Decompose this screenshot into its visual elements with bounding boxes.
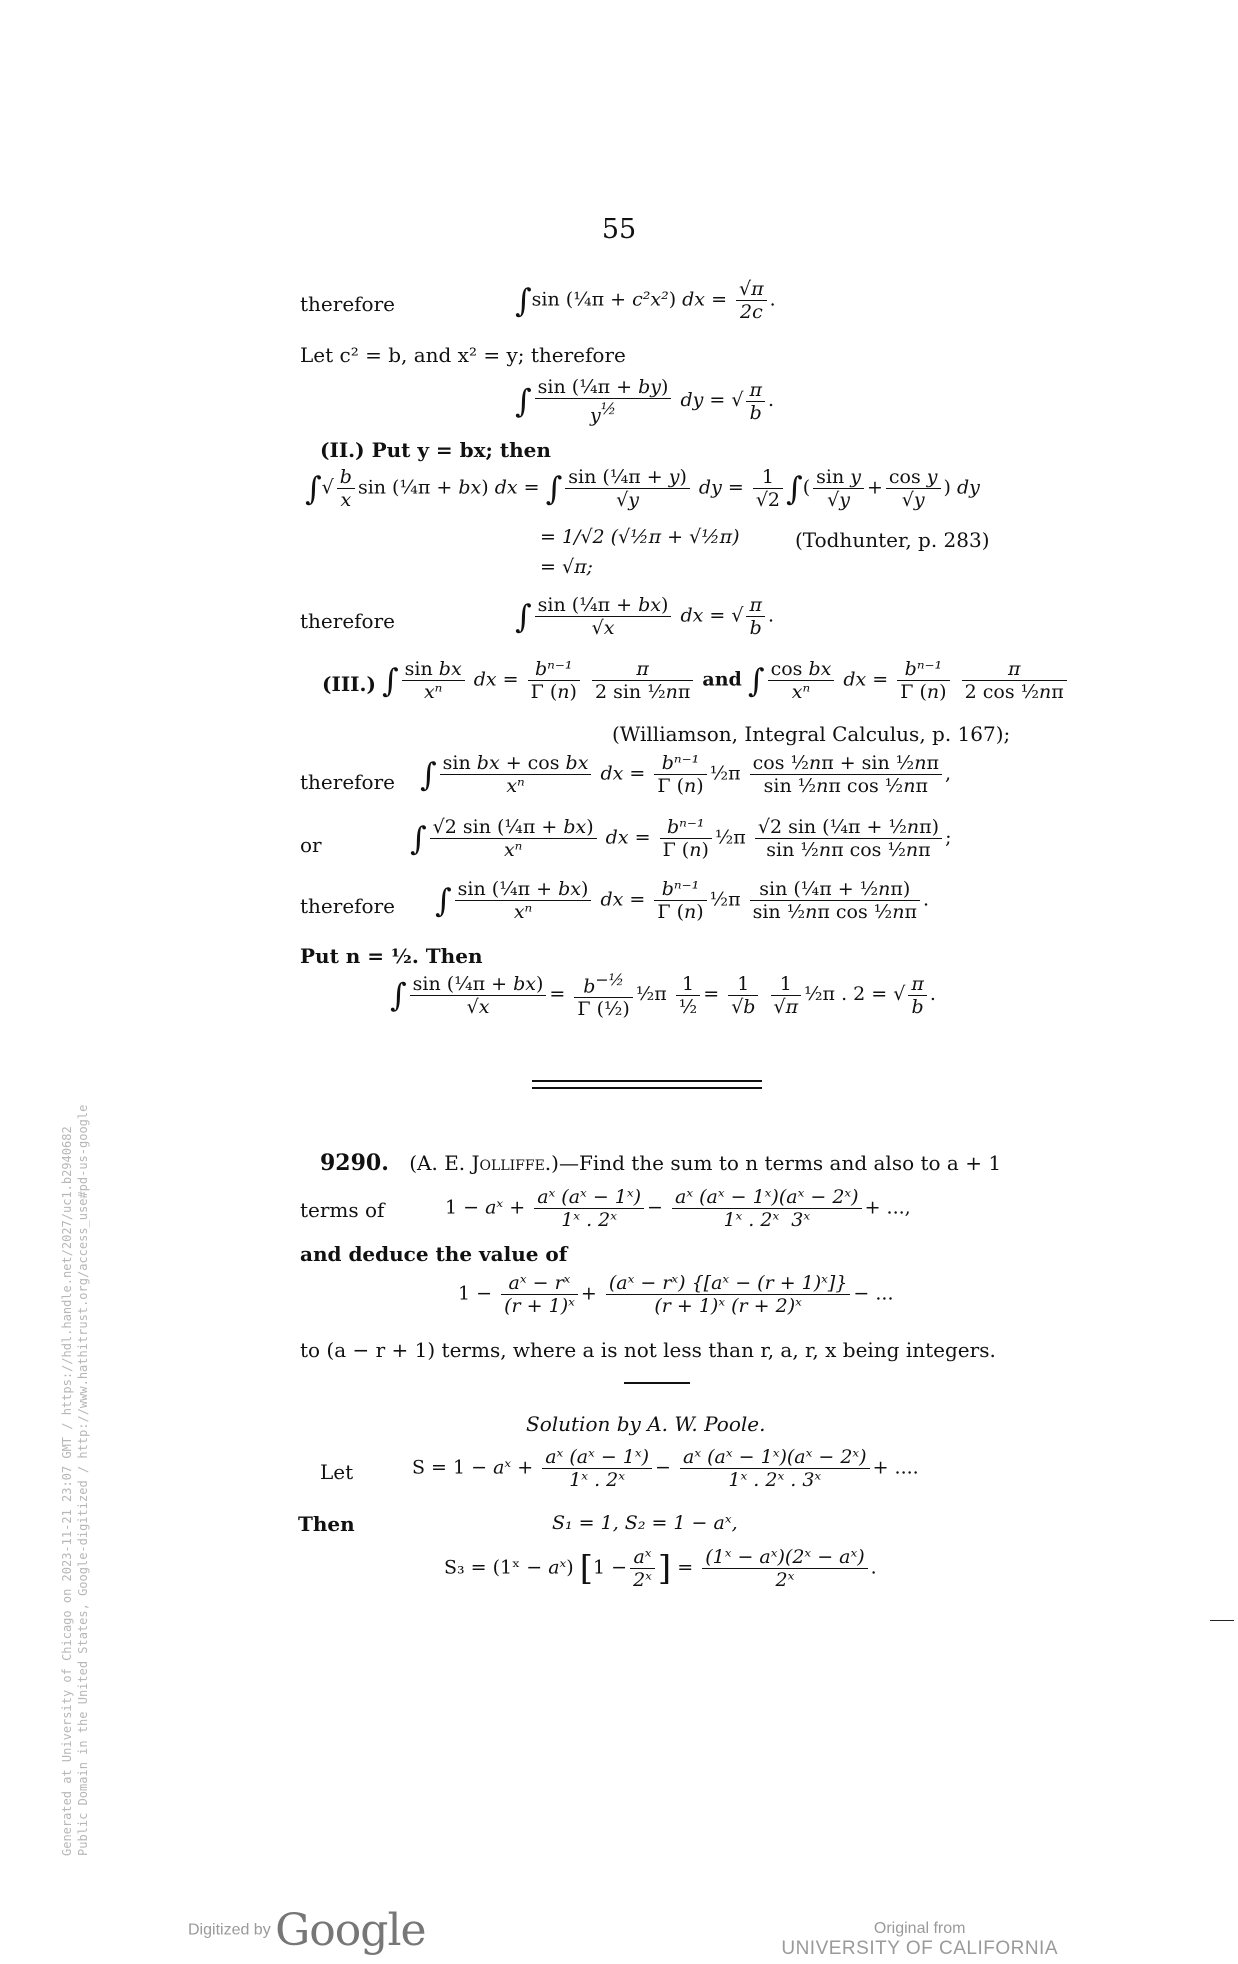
watermark <box>59 876 91 1856</box>
footer-original-from: Original from <box>873 1920 966 1937</box>
text-put-n: Put n = ½. Then <box>300 944 483 968</box>
equation-6: ∫ $\frac{\text{sin bx + cos bx}}{\text{xⁿ}}$ dx = $\frac{\text{bⁿ⁻¹}}{\Gamma (n)}$ ½π $\frac{\text{cos ½nπ + sin ½nπ}}{\text{sin ½nπ cos ½nπ}}$ , <box>420 752 951 797</box>
footer-digitized-by: Digitized by <box>188 1921 271 1939</box>
page-number: 55 <box>601 214 637 245</box>
text-therefore-4: therefore <box>300 894 395 918</box>
text-deduce: and deduce the value of <box>300 1242 568 1266</box>
google-logo: Google <box>275 1905 426 1956</box>
text-and: and <box>702 668 742 691</box>
footer-university: UNIVERSITY OF CALIFORNIA <box>781 1938 1058 1959</box>
equation-1: ∫sin (¼π + c²x²) dx = $\frac{√\pi}{2c}$ . <box>515 278 776 323</box>
problem-author: (A. E. Jolliffe.) <box>409 1151 559 1175</box>
footer-original <box>781 1920 1058 1960</box>
watermark-line-2: Public Domain in the United States, Google-digitized / http://www.hathitrust.org/access_use#pd-us-google <box>76 1104 90 1856</box>
equation-5: ∫ $\frac{\text{sin bx}}{\text{xⁿ}}$ dx = $\frac{\text{bⁿ⁻¹}}{\Gamma (n)}$ $\frac{\pi}{\text{2 sin ½nπ}}$ and ∫ $\frac{\text{cos bx}}{\text{xⁿ}}$ dx = $\frac{\text{bⁿ⁻¹}}{\Gamma (n)}$ $\frac{\pi}{\text{2 cos ½nπ}}$ <box>382 658 1070 703</box>
footer-digitized <box>188 1905 426 1956</box>
edge-mark <box>1210 1620 1234 1621</box>
text-therefore-1: therefore <box>300 292 395 316</box>
equation-3: ∫√ $\frac{b}{x}$ sin (¼π + bx) dx = ∫ $\frac{\text{sin (¼π + y)}}{√y}$ dy = $\frac{1}{√2}$ ∫( $\frac{\text{sin y}}{√y}$ + $\frac{\text{cos y}}{√y}$ ) dy <box>305 466 980 511</box>
text-or: or <box>300 833 322 857</box>
text-therefore-2: therefore <box>300 609 395 633</box>
text-part-3: (III.) <box>322 672 376 696</box>
equation-9: ∫ $\frac{\text{sin (¼π + bx)}}{√x}$ = $\frac{b^{-\frac{1}{2}}}{\text{Γ (½)}}$ ½π $\frac{1}{\text{½}}$ = $\frac{1}{√b}$ $\frac{1}{√\pi}$ ½π . 2 = √ $\frac{\pi}{b}$ . <box>390 970 936 1021</box>
series-1: 1 − aˣ + $\frac{\text{aˣ (aˣ − 1ˣ)}}{\text{1ˣ . 2ˣ}}$ − $\frac{\text{aˣ (aˣ − 1ˣ)(aˣ − 2ˣ)}}{\text{1ˣ . 2ˣ 3ˣ}}$ + ..., <box>445 1186 911 1231</box>
series-2: 1 − $\frac{\text{aˣ − rˣ}}{\text{(r + 1)ˣ}}$ + $\frac{\text{(aˣ − rˣ) \{[aˣ − (r + 1)ˣ]\}}}{\text{(r + 1)ˣ (r + 2)ˣ}}$ − ... <box>458 1272 894 1317</box>
text-let: Let <box>320 1460 354 1484</box>
equation-3c: = √π; <box>540 556 593 578</box>
section-rule-top <box>532 1080 762 1082</box>
equation-4: ∫ $\frac{\text{sin (¼π + bx)}}{√x}$ dx = √ $\frac{\pi}{b}$ . <box>515 594 774 639</box>
short-rule <box>624 1382 690 1384</box>
text-part-2: (II.) Put y = bx; then <box>320 438 551 462</box>
section-rule-bottom <box>532 1087 762 1089</box>
problem-number: 9290. <box>320 1150 389 1176</box>
equation-S12: S₁ = 1, S₂ = 1 − aˣ, <box>552 1512 738 1534</box>
equation-3b: = 1/√2 (√½π + √½π) <box>540 526 740 548</box>
text-therefore-3: therefore <box>300 770 395 794</box>
text-to-terms: to (a − r + 1) terms, where a is not less than r, a, r, x being integers. <box>300 1338 996 1362</box>
solution-heading: Solution by A. W. Poole. <box>526 1412 766 1436</box>
text-terms-of: terms of <box>300 1198 385 1222</box>
problem-heading <box>320 1150 1001 1176</box>
equation-2: ∫ $\frac{\text{sin (¼π + by)}}{y^{\frac{1}{2}}}$ dy = √ $\frac{\pi}{b}$ . <box>515 376 775 427</box>
equation-S3: S₃ = (1ˣ − aˣ) [1 − $\frac{\text{aˣ}}{\text{2ˣ}}$ ] = $\frac{\text{(1ˣ − aˣ)(2ˣ − aˣ)}}{\text{2ˣ}}$ . <box>444 1546 877 1591</box>
citation-todhunter: (Todhunter, p. 283) <box>795 528 990 552</box>
text-let-line: Let c² = b, and x² = y; therefore <box>300 343 626 367</box>
text-then: Then <box>298 1512 355 1536</box>
watermark-line-1: Generated at University of Chicago on 2023-11-21 23:07 GMT / https://hdl.handle.net/2027/uc1.b2940682 <box>60 1126 74 1856</box>
equation-8: ∫ $\frac{\text{sin (¼π + bx)}}{\text{xⁿ}}$ dx = $\frac{\text{bⁿ⁻¹}}{\Gamma (n)}$ ½π $\frac{\text{sin (¼π + ½nπ)}}{\text{sin ½nπ cos ½nπ}}$ . <box>435 878 929 923</box>
equation-7: ∫ $\frac{\text{√2 sin (¼π + bx)}}{\text{xⁿ}}$ dx = $\frac{\text{bⁿ⁻¹}}{\Gamma (n)}$ ½π $\frac{\text{√2 sin (¼π + ½nπ)}}{\text{sin ½nπ cos ½nπ}}$ ; <box>410 816 952 861</box>
citation-williamson: (Williamson, Integral Calculus, p. 167); <box>612 722 1011 746</box>
equation-S: S = 1 − aˣ + $\frac{\text{aˣ (aˣ − 1ˣ)}}{\text{1ˣ . 2ˣ}}$ − $\frac{\text{aˣ (aˣ − 1ˣ)(aˣ − 2ˣ)}}{\text{1ˣ . 2ˣ . 3ˣ}}$ + .... <box>412 1446 919 1491</box>
problem-text: —Find the sum to n terms and also to a + 1 <box>558 1151 1002 1175</box>
